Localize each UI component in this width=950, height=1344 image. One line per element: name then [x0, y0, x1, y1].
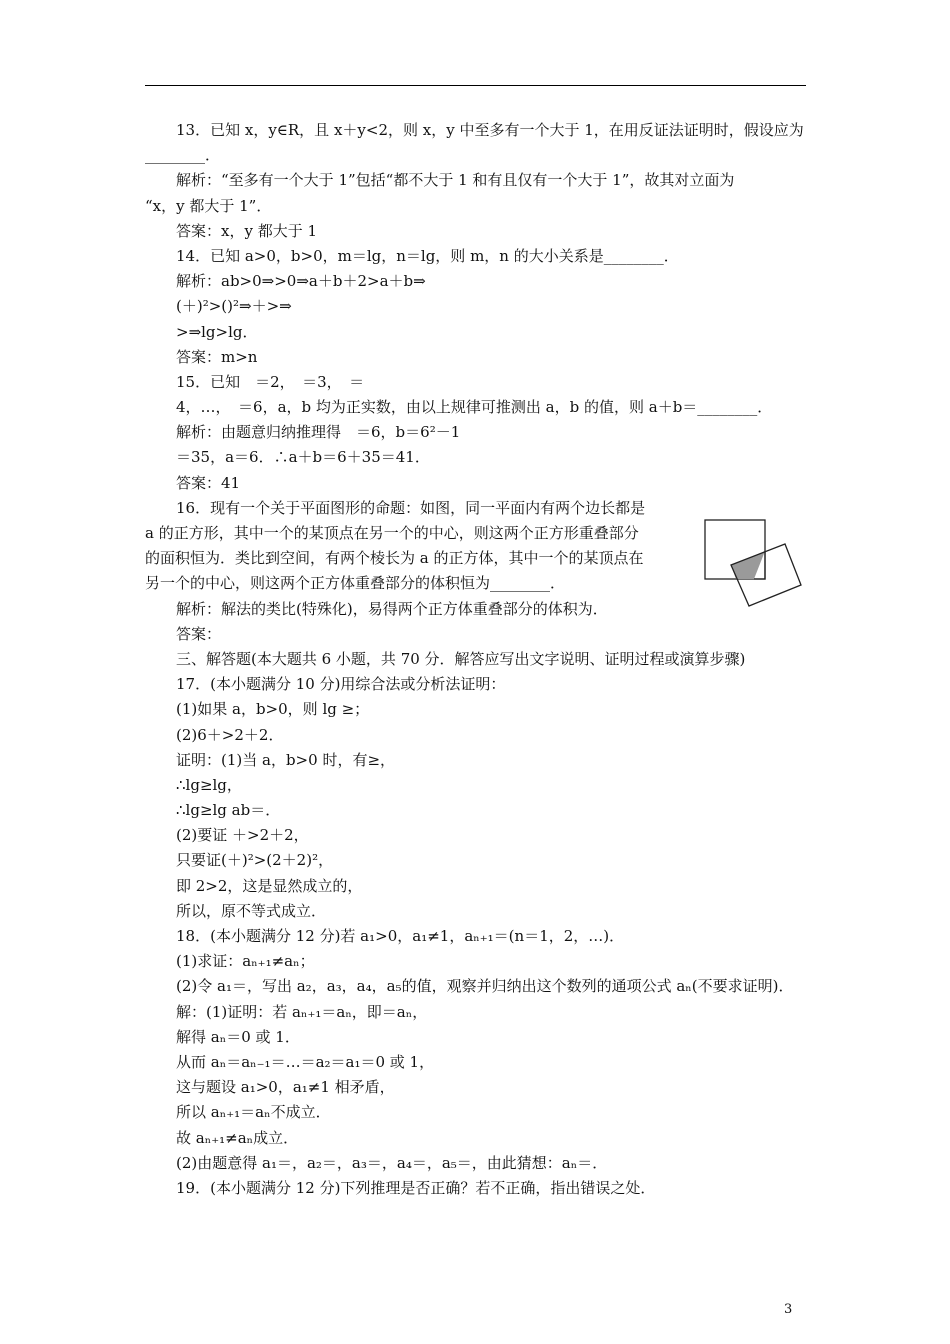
- header-rule: [145, 85, 806, 86]
- overlap-region: [731, 551, 765, 579]
- text-line: 15．已知 ＝2， ＝3， ＝: [176, 372, 365, 391]
- text-line: 17．(本小题满分 10 分)用综合法或分析法证明：: [176, 675, 506, 694]
- text-line: 这与题设 a₁>0，a₁≠1 相矛盾，: [176, 1078, 395, 1097]
- text-line: (＋)²>()²⇒＋>⇒: [176, 297, 292, 316]
- text-line: 故 aₙ₊₁≠aₙ成立．: [176, 1128, 299, 1147]
- text-line: 4，…， ＝6，a，b 均为正实数，由以上规律可推测出 a，b 的值，则 a＋b＝________．: [176, 398, 773, 417]
- text-line: 解：(1)证明：若 aₙ₊₁＝aₙ，即＝aₙ，: [176, 1002, 428, 1021]
- text-line: “x，y 都大于 1”．: [145, 196, 272, 215]
- text-line: (1)如果 a，b>0，则 lg ≥；: [176, 700, 370, 719]
- text-line: ∴lg≥lg ab＝．: [176, 801, 281, 820]
- overlapping-squares-figure: [703, 518, 803, 608]
- text-line: 18．(本小题满分 12 分)若 a₁>0，a₁≠1，aₙ₊₁＝(n＝1，2，…)．: [176, 927, 625, 945]
- text-line: 解析：“至多有一个大于 1”包括“都不大于 1 和有且仅有一个大于 1”，故其对立面为: [176, 171, 735, 190]
- text-line: >⇒lg>lg．: [176, 322, 258, 341]
- page-body: [145, 118, 807, 1201]
- text-line: 只要证(＋)²>(2＋2)²，: [176, 851, 334, 870]
- page-number: 3: [784, 1302, 793, 1317]
- text-line: (2)令 a₁＝，写出 a₂，a₃，a₄，a₅的值，观察并归纳出这个数列的通项公式 aₙ(不要求证明)．: [176, 977, 794, 996]
- text-line: 答案：m>n: [176, 347, 258, 366]
- text-line: 另一个的中心，则这两个正方体重叠部分的体积恒为________．: [145, 574, 566, 593]
- text-line: 解析：ab>0⇒>0⇒a＋b＋2>a＋b⇒: [176, 272, 426, 291]
- text-line: 解得 aₙ＝0 或 1．: [176, 1027, 300, 1046]
- text-line: 证明：(1)当 a，b>0 时，有≥，: [176, 750, 396, 769]
- text-line: 答案：: [176, 624, 222, 643]
- text-line: 从而 aₙ＝aₙ₋₁＝…＝a₂＝a₁＝0 或 1，: [176, 1052, 435, 1071]
- text-line: a 的正方形，其中一个的某顶点在另一个的中心，则这两个正方形重叠部分: [145, 524, 639, 542]
- text-line: (2)要证 ＋>2＋2，: [176, 826, 309, 845]
- text-line: 13．已知 x，y∈R，且 x＋y<2，则 x，y 中至多有一个大于 1，在用反证法证明时，假设应为: [176, 121, 804, 139]
- text-line: 三、解答题(本大题共 6 小题，共 70 分．解答应写出文字说明、证明过程或演算步骤): [176, 649, 746, 668]
- text-line: 即 2>2，这是显然成立的，: [176, 876, 363, 895]
- text-line: 答案：41: [176, 473, 241, 492]
- text-line: 19．(本小题满分 12 分)下列推理是否正确？若不正确，指出错误之处．: [176, 1178, 656, 1197]
- text-line: 解析：解法的类比(特殊化)，易得两个正方体重叠部分的体积为．: [176, 599, 608, 618]
- text-line: ＝35，a＝6．∴a＋b＝6＋35＝41．: [176, 448, 430, 467]
- text-line: 答案：x，y 都大于 1: [176, 221, 318, 240]
- text-line: 的面积恒为．类比到空间，有两个棱长为 a 的正方体，其中一个的某顶点在: [145, 549, 644, 568]
- text-line: 所以，原不等式成立．: [176, 901, 327, 920]
- text-line: 解析：由题意归纳推理得 ＝6，b＝6²－1: [176, 423, 461, 442]
- text-line: (2)6＋>2＋2．: [176, 725, 284, 744]
- text-line: 16．现有一个关于平面图形的命题：如图，同一平面内有两个边长都是: [176, 498, 646, 517]
- text-line: ∴lg≥lg，: [176, 775, 242, 794]
- text-line: 所以 aₙ₊₁＝aₙ不成立．: [176, 1103, 331, 1122]
- text-line: ________．: [145, 146, 221, 165]
- text-line: (1)求证：aₙ₊₁≠aₙ；: [176, 952, 315, 971]
- text-line: (2)由题意得 a₁＝，a₂＝，a₃＝，a₄＝，a₅＝，由此猜想：aₙ＝．: [176, 1153, 608, 1172]
- text-line: 14．已知 a>0，b>0，m＝lg，n＝lg，则 m，n 的大小关系是________．: [176, 246, 679, 265]
